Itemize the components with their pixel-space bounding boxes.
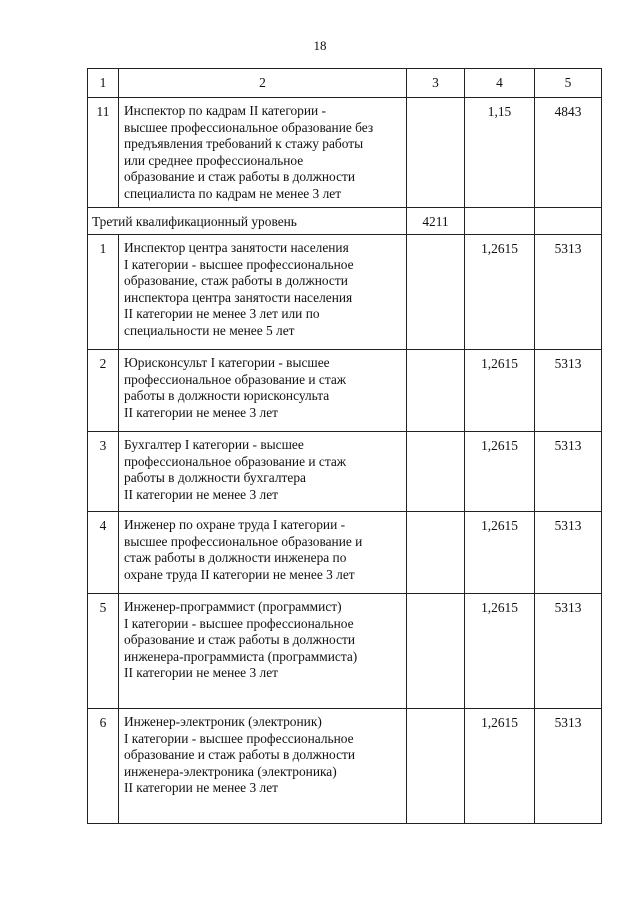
position-description — [119, 709, 407, 824]
position-description — [119, 512, 407, 594]
description-line: профессиональное образование и стаж — [124, 453, 347, 469]
salary-cell — [535, 208, 602, 235]
qualification-level-row — [88, 208, 602, 235]
description-line: I категории - высшее профессиональное — [124, 615, 354, 631]
row-number: 6 — [88, 709, 119, 824]
description-line: инспектора центра занятости населения — [124, 289, 353, 305]
description-line: I категории - высшее профессиональное — [124, 730, 354, 746]
header-col-3: 3 — [407, 69, 465, 98]
header-col-1: 1 — [88, 69, 119, 98]
description-line: специальности не менее 5 лет — [124, 322, 295, 338]
description-line: инженера-электроника (электроника) — [124, 763, 337, 779]
position-description — [119, 432, 407, 512]
description-line: Инспектор центра занятости населения — [124, 240, 349, 255]
description-line: образование, стаж работы в должности — [124, 273, 348, 289]
description-line: высшее профессиональное образование и — [124, 533, 363, 549]
row-number: 4 — [88, 512, 119, 594]
coefficient-cell: 1,2615 — [465, 432, 535, 512]
description-line: высшее профессиональное образование без — [124, 119, 374, 135]
table-row — [88, 98, 602, 208]
table-row — [88, 512, 602, 594]
description-line: Инженер-электроник (электроник) — [124, 714, 322, 729]
table-row — [88, 235, 602, 350]
salary-cell: 5313 — [535, 512, 602, 594]
salary-cell: 5313 — [535, 709, 602, 824]
level-code-cell: 4211 — [407, 208, 465, 235]
coefficient-cell: 1,2615 — [465, 512, 535, 594]
salary-cell: 5313 — [535, 235, 602, 350]
level-code-cell — [407, 709, 465, 824]
row-number: 1 — [88, 235, 119, 350]
coefficient-cell: 1,2615 — [465, 235, 535, 350]
level-code-cell — [407, 432, 465, 512]
position-description — [119, 235, 407, 350]
level-code-cell — [407, 350, 465, 432]
qualification-level-label: Третий квалификационный уровень — [88, 208, 407, 235]
description-line: II категории не менее 3 лет — [124, 665, 278, 681]
description-line: Инженер-программист (программист) — [124, 599, 342, 614]
description-line: работы в должности бухгалтера — [124, 470, 306, 486]
description-line: работы в должности юрисконсульта — [124, 388, 330, 404]
description-line: образование и стаж работы в должности — [124, 632, 356, 648]
header-col-4: 4 — [465, 69, 535, 98]
description-line: Инженер по охране труда I категории - — [124, 517, 346, 532]
description-line: Юрисконсульт I категории - высшее — [124, 355, 330, 370]
salary-cell: 5313 — [535, 432, 602, 512]
position-description — [119, 350, 407, 432]
description-line: предъявления требований к стажу работы — [124, 136, 364, 152]
description-line: инженера-программиста (программиста) — [124, 648, 358, 664]
description-line: II категории не менее 3 лет — [124, 780, 278, 796]
coefficient-cell: 1,2615 — [465, 350, 535, 432]
position-description — [119, 594, 407, 709]
position-description — [119, 98, 407, 208]
salary-cell: 5313 — [535, 350, 602, 432]
table-header-row — [88, 69, 602, 98]
level-code-cell — [407, 235, 465, 350]
table-row — [88, 350, 602, 432]
coefficient-cell: 1,2615 — [465, 709, 535, 824]
coefficient-cell — [465, 208, 535, 235]
table-row — [88, 709, 602, 824]
table-row — [88, 594, 602, 709]
coefficient-cell: 1,2615 — [465, 594, 535, 709]
description-line: Бухгалтер I категории - высшее — [124, 437, 304, 452]
description-line: специалиста по кадрам не менее 3 лет — [124, 185, 342, 201]
description-line: II категории не менее 3 лет — [124, 486, 278, 502]
row-number: 2 — [88, 350, 119, 432]
table-row — [88, 432, 602, 512]
row-number: 5 — [88, 594, 119, 709]
salary-cell: 5313 — [535, 594, 602, 709]
description-line: I категории - высшее профессиональное — [124, 256, 354, 272]
description-line: образование и стаж работы в должности — [124, 169, 356, 185]
level-code-cell — [407, 512, 465, 594]
header-col-5: 5 — [535, 69, 602, 98]
coefficient-cell: 1,15 — [465, 98, 535, 208]
salary-cell: 4843 — [535, 98, 602, 208]
row-number: 11 — [88, 98, 119, 208]
header-col-2: 2 — [119, 69, 407, 98]
row-number: 3 — [88, 432, 119, 512]
description-line: Инспектор по кадрам II категории - — [124, 103, 327, 118]
description-line: II категории не менее 3 лет — [124, 404, 278, 420]
description-line: или среднее профессиональное — [124, 152, 304, 168]
level-code-cell — [407, 594, 465, 709]
level-code-cell — [407, 98, 465, 208]
description-line: II категории не менее 3 лет или по — [124, 306, 320, 322]
description-line: стаж работы в должности инженера по — [124, 550, 347, 566]
description-line: профессиональное образование и стаж — [124, 371, 347, 387]
page-number: 18 — [313, 38, 327, 53]
qualification-table — [87, 68, 602, 824]
description-line: образование и стаж работы в должности — [124, 747, 356, 763]
description-line: охране труда II категории не менее 3 лет — [124, 566, 355, 582]
